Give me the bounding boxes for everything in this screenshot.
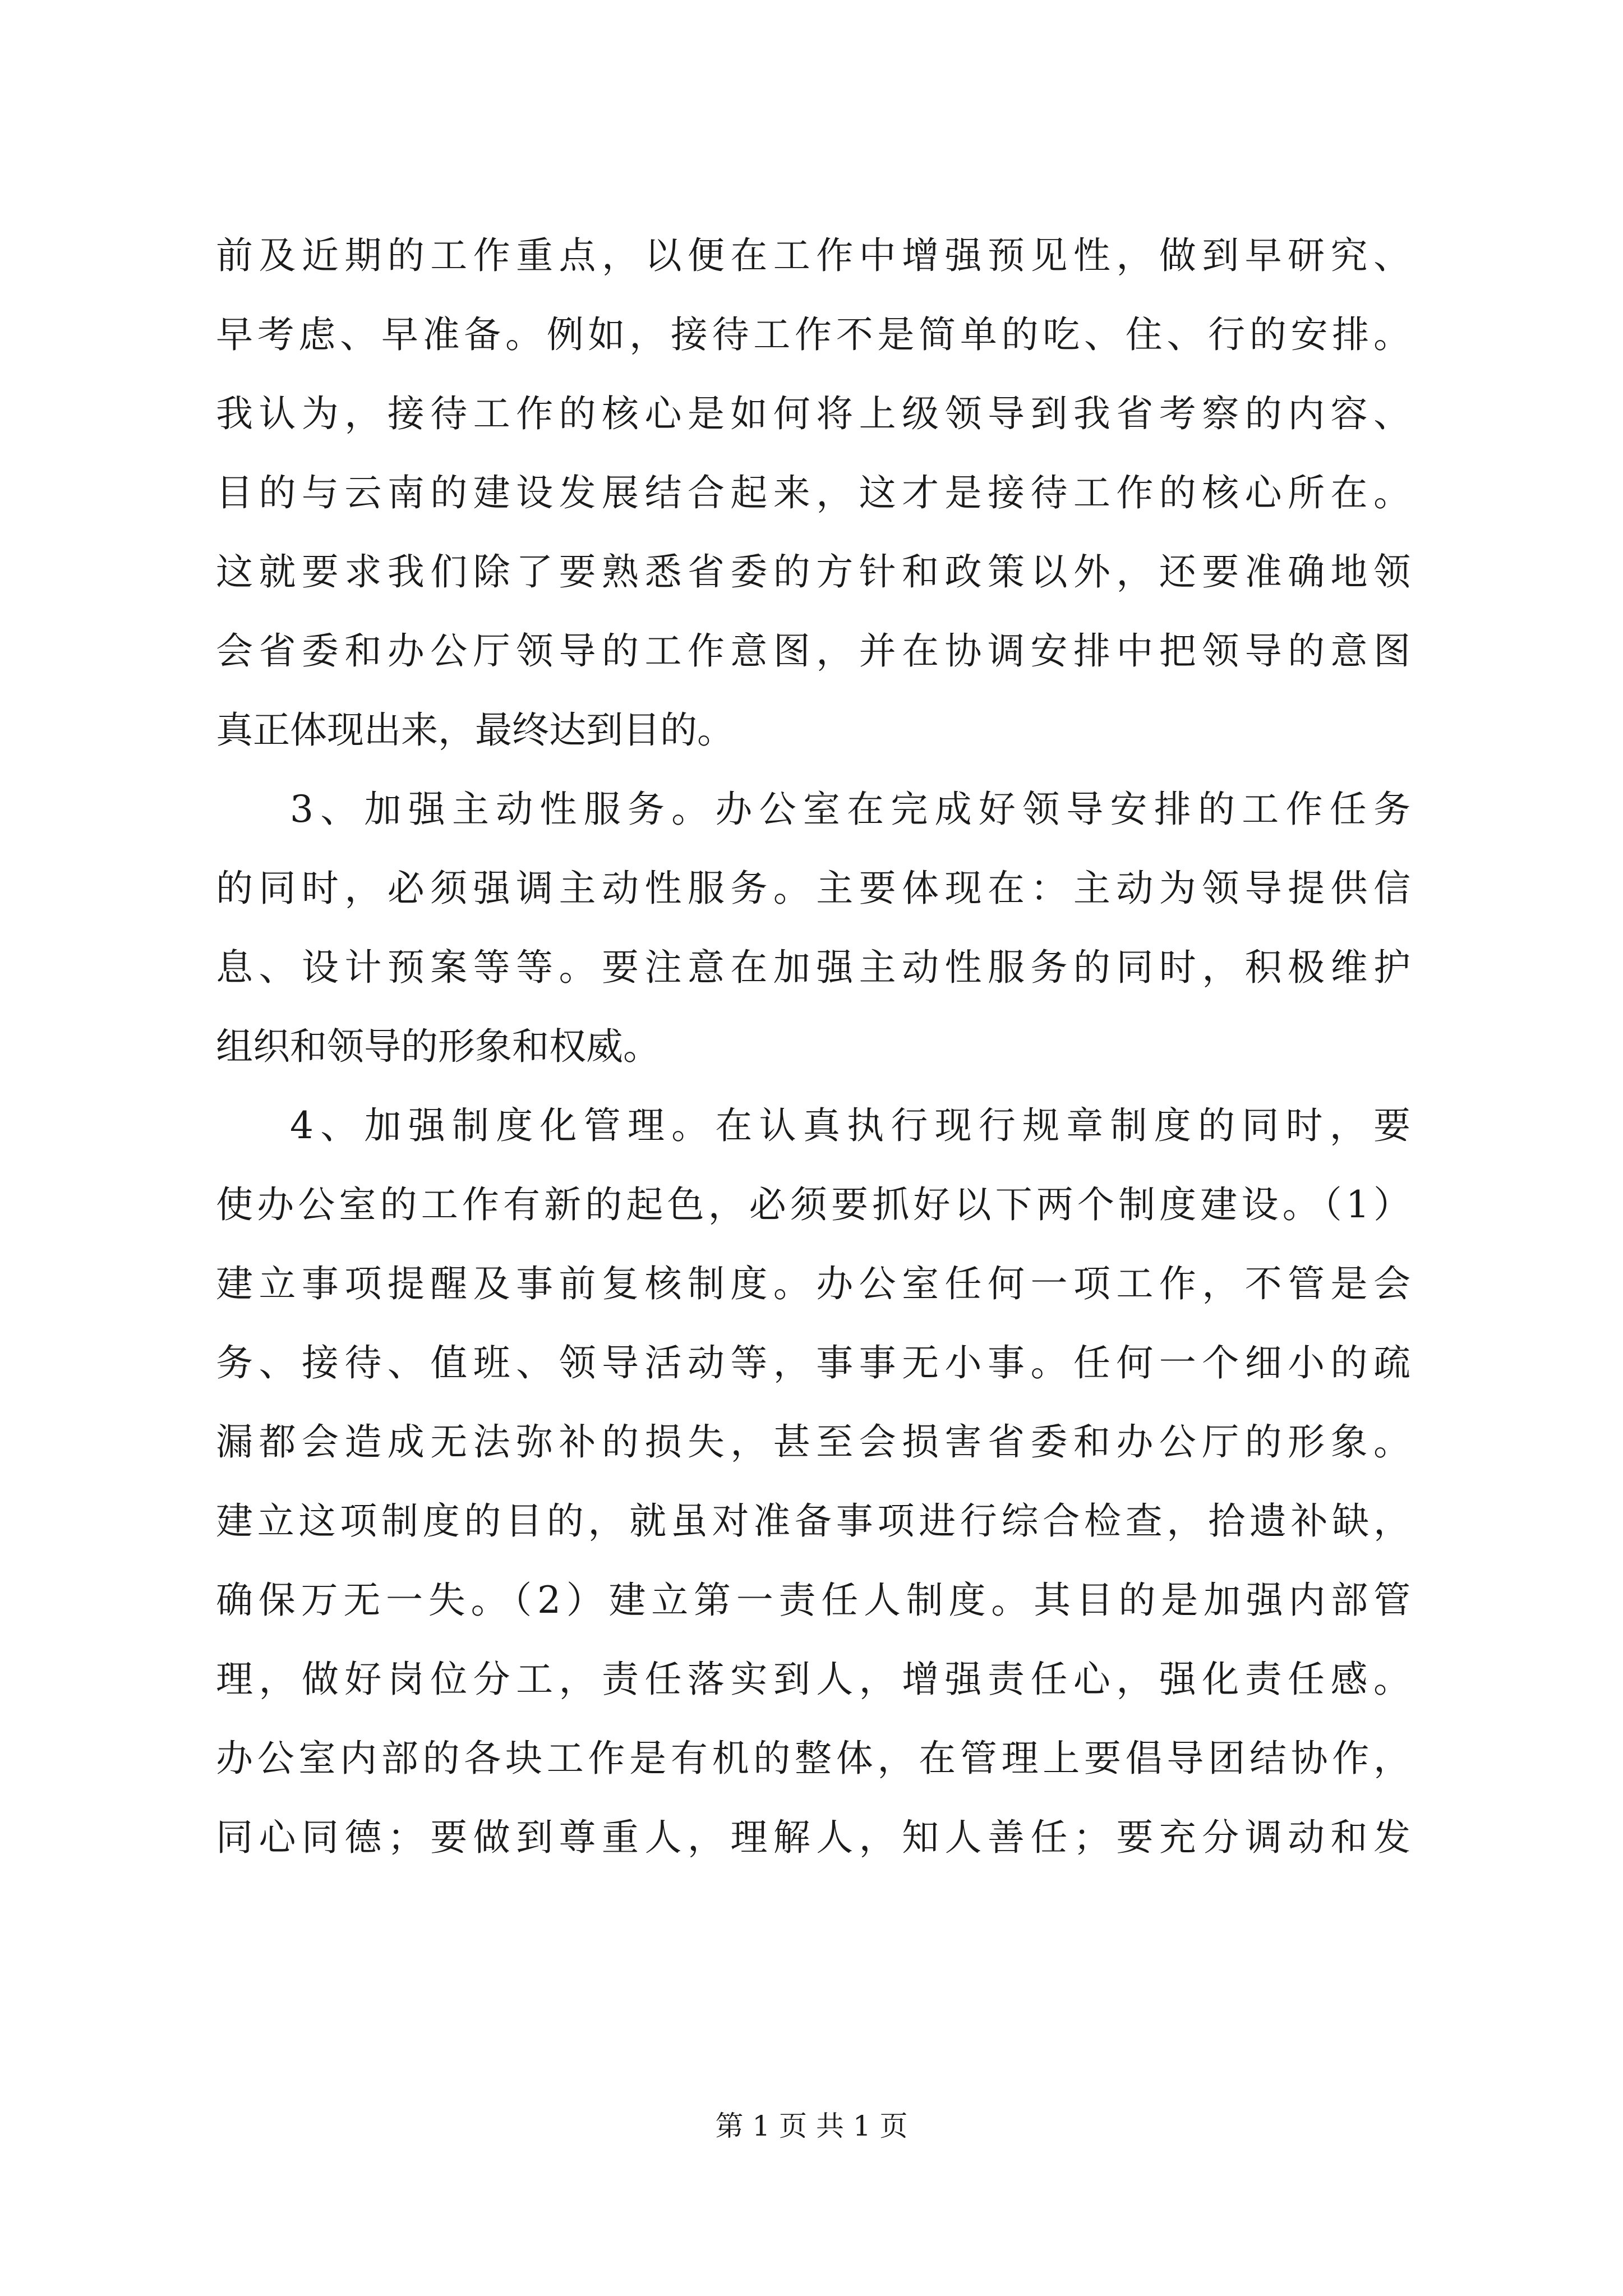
text-line: 使办公室的工作有新的起色，必须要抓好以下两个制度建设。（1）: [216, 1183, 1410, 1226]
text-line: 的同时，必须强调主动性服务。主要体现在：主动为领导提供信: [216, 867, 1410, 910]
text-line: 4、加强制度化管理。在认真执行现行规章制度的同时，要: [290, 1104, 1410, 1147]
text-line: 早考虑、早准备。例如，接待工作不是简单的吃、住、行的安排。: [216, 313, 1410, 356]
text-line: 务、接待、值班、领导活动等，事事无小事。任何一个细小的疏: [216, 1341, 1410, 1384]
text-line: 前及近期的工作重点，以便在工作中增强预见性，做到早研究、: [216, 234, 1410, 277]
text-line: 确保万无一失。（2）建立第一责任人制度。其目的是加强内部管: [216, 1579, 1410, 1622]
text-line: 息、设计预案等等。要注意在加强主动性服务的同时，积极维护: [216, 946, 1410, 989]
text-line: 这就要求我们除了要熟悉省委的方针和政策以外，还要准确地领: [216, 550, 1410, 593]
text-line: 我认为，接待工作的核心是如何将上级领导到我省考察的内容、: [216, 392, 1410, 435]
text-line: 同心同德；要做到尊重人，理解人，知人善任；要充分调动和发: [216, 1816, 1410, 1859]
text-line: 办公室内部的各块工作是有机的整体，在管理上要倡导团结协作，: [216, 1737, 1410, 1780]
text-line: 建立事项提醒及事前复核制度。办公室任何一项工作，不管是会: [216, 1262, 1410, 1305]
text-line: 建立这项制度的目的，就虽对准备事项进行综合检查，拾遗补缺，: [216, 1499, 1410, 1543]
text-line: 组织和领导的形象和权威。: [216, 1025, 660, 1068]
page-footer: [0, 2109, 1623, 2143]
text-line: 目的与云南的建设发展结合起来，这才是接待工作的核心所在。: [216, 471, 1410, 514]
text-line: 3、加强主动性服务。办公室在完成好领导安排的工作任务: [290, 788, 1410, 831]
text-line: 真正体现出来，最终达到目的。: [216, 708, 734, 752]
page-number-label: 第 1 页 共 1 页: [715, 2110, 908, 2142]
text-line: 漏都会造成无法弥补的损失，甚至会损害省委和办公厅的形象。: [216, 1420, 1410, 1464]
text-line: 理，做好岗位分工，责任落实到人，增强责任心，强化责任感。: [216, 1658, 1410, 1701]
document-body: [216, 216, 1410, 1877]
text-line: 会省委和办公厅领导的工作意图，并在协调安排中把领导的意图: [216, 629, 1410, 673]
